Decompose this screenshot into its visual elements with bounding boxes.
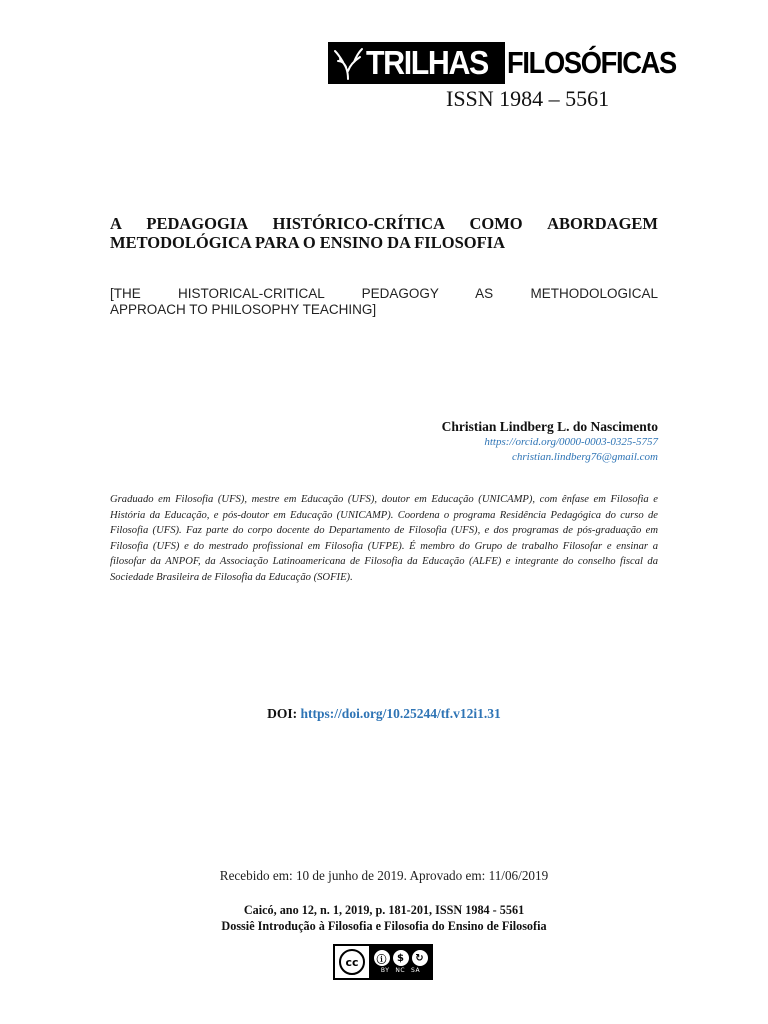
doi-line xyxy=(0,706,768,722)
author-block xyxy=(442,418,658,465)
cc-left-panel xyxy=(335,946,370,978)
cc-logo-icon: cc xyxy=(339,949,365,975)
logo-black-panel xyxy=(328,42,505,84)
author-bio: Graduado em Filosofia (UFS), mestre em Educação (UFS), doutor em Educação (UNICAMP), com ênfase em Filosofia e História da Educação, e pós-doutor em Educação (UNICAMP). Coordena o programa Residência Pedagógica do curso de Filosofia (UFS). Faz parte do corpo docente do Departamento de Filosofia (UFS), e dos programas de pós-graduação em Filosofia (UFS) e do mestrado profissional em Filosofia (UFPE). É membro do Grupo de trabalho Filosofar e ensinar a filosofar da ANPOF, da Associação Latinoamericana de Filosofia da Educação (ALFE) e integrante do conselho fiscal da Sociedade Brasileira de Filosofia da Educação (SOFIE). xyxy=(110,494,658,583)
sharealike-icon: ↻ xyxy=(412,950,428,966)
author-email-link[interactable]: christian.lindberg76@gmail.com xyxy=(512,451,658,463)
doi-label: DOI: xyxy=(267,706,298,721)
article-title-line-1: A PEDAGOGIA HISTÓRICO-CRÍTICA COMO ABORDAGEM xyxy=(110,214,658,233)
creative-commons-license-badge[interactable] xyxy=(333,944,433,980)
cc-label-sa: SA xyxy=(411,967,421,974)
cc-label-by: BY xyxy=(380,967,390,974)
received-approved-dates: Recebido em: 10 de junho de 2019. Aprovado em: 11/06/2019 xyxy=(219,868,549,883)
cc-label-row xyxy=(381,967,420,974)
tree-branch-icon xyxy=(332,45,364,81)
article-title xyxy=(110,214,658,252)
logo-text-trilhas: TRILHAS xyxy=(366,44,488,81)
cc-icon-row xyxy=(374,950,428,966)
citation-line-1: Caicó, ano 12, n. 1, 2019, p. 181-201, ISSN 1984 - 5561 xyxy=(243,903,525,917)
citation-block xyxy=(0,902,768,934)
noncommercial-icon: $ xyxy=(393,950,409,966)
citation-line-2: Dossiê Introdução à Filosofia e Filosofia do Ensino de Filosofia xyxy=(221,919,547,933)
journal-logo xyxy=(328,42,698,84)
doi-link[interactable]: https://doi.org/10.25244/tf.v12i1.31 xyxy=(300,706,501,721)
author-name: Christian Lindberg L. do Nascimento xyxy=(441,419,658,434)
author-orcid-link[interactable]: https://orcid.org/0000-0003-0325-5757 xyxy=(484,436,658,448)
article-title-english-line-1: [THE HISTORICAL-CRITICAL PEDAGOGY AS METHODOLOGICAL xyxy=(110,286,658,301)
journal-issn: ISSN 1984 – 5561 xyxy=(446,86,610,111)
cc-label-nc: NC xyxy=(395,967,406,974)
attribution-icon: ⓘ xyxy=(374,950,390,966)
article-title-english-line-2: APPROACH TO PHILOSOPHY TEACHING] xyxy=(110,302,377,317)
article-title-line-2: METODOLÓGICA PARA O ENSINO DA FILOSOFIA xyxy=(110,233,505,252)
article-title-english xyxy=(110,286,658,318)
cc-right-panel xyxy=(370,946,431,978)
logo-text-filosoficas: FILOSÓFICAS xyxy=(506,45,676,80)
